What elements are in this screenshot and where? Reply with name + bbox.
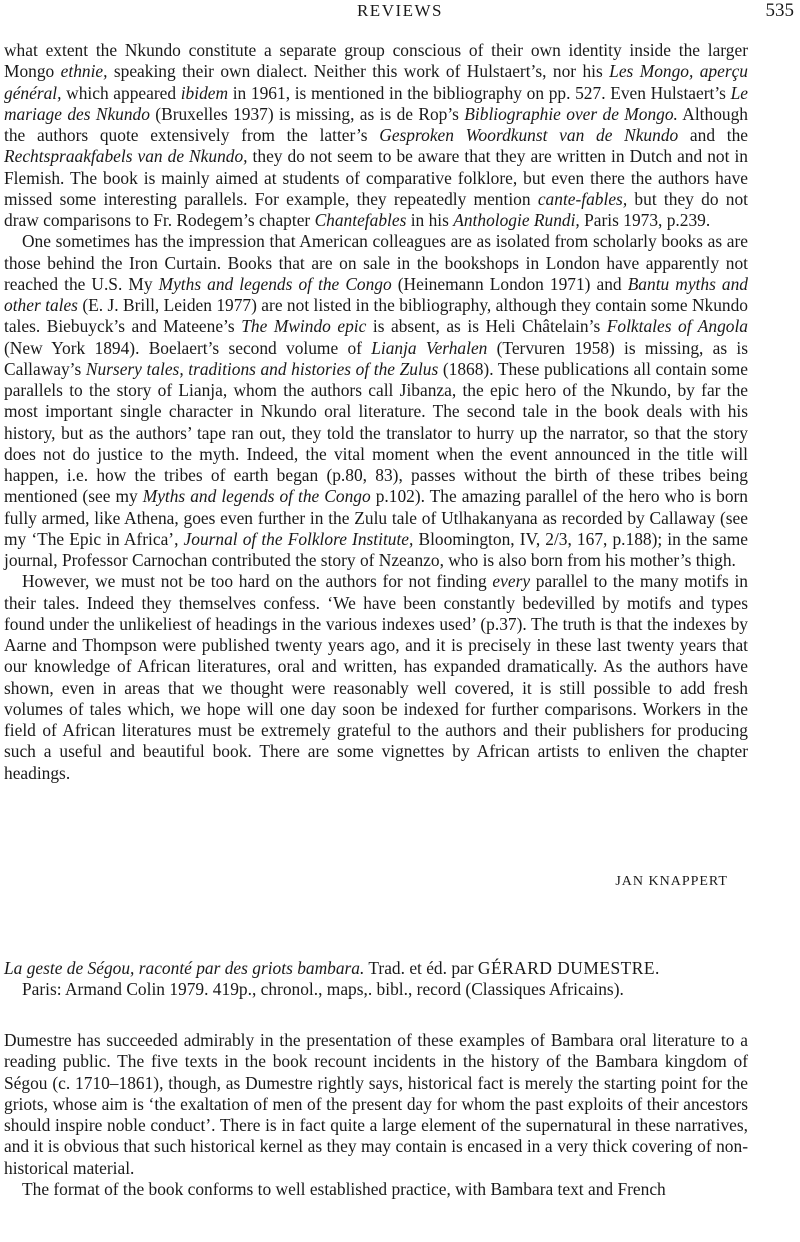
text-run: Although the authors quote extensively from the latter’s: [4, 103, 753, 145]
running-title: REVIEWS: [356, 1, 444, 20]
italic-run: Myths and legends of the Congo: [142, 486, 371, 507]
text-run: and the: [678, 125, 753, 145]
text-run: in 1961, is mentioned in the bibliography on pp. 527. Even Hulstaert’s: [228, 82, 731, 103]
italic-run: Les Mongo, aperçu général,: [4, 61, 753, 103]
italic-run: Rechtspraakfabels van de Nkundo,: [4, 146, 248, 167]
italic-run: cante-fables,: [537, 188, 628, 209]
italic-run: Chantefables: [314, 210, 407, 230]
paragraph: [4, 1030, 753, 1179]
italic-run: Anthologie Rundi,: [453, 210, 580, 230]
text-run: (Bruxelles 1937) is missing, as is de Rop’s: [149, 103, 465, 124]
text-run: (Heinemann London 1971) and: [391, 273, 628, 294]
italic-run: Bibliographie over de Mongo.: [464, 103, 678, 124]
text-run: Bloomington, IV, 2/3, 167, p.188); in the same journal, Professor Carnochan contributed the story of Nzeanzo, who is also born from his mother’s thigh.: [4, 528, 753, 570]
text-run: (Tervuren 1958) is missing, as is Callaway’s: [4, 337, 753, 379]
text-run: Paris 1973, p.239.: [579, 210, 711, 230]
text-run: (1868). These publications all contain some parallels to the story of Lianja, whom the authors call Jibanza, the epic hero of the Nkundo, by far the most important single character in Nkundo oral literature. The second tale in the book deals with his history, but as the authors’ tape ran out, they told the translator to hurry up the narrator, so that the story does not do justice to the myth. Indeed, the vital moment when the event announced in the title will happen, i.e. how the tribes of earth began (p.80, 83), passes without the birth of these tribes being mentioned (see my: [4, 358, 753, 507]
text-run: parallel to the many motifs in their tales. Indeed they themselves confess. ‘We have been constantly bedevilled by motifs and types found under the unlikeliest of headings in the various indexes used’ (p.37). The truth is that the indexes by Aarne and Thompson were published twenty years ago, and it is precisely in these last twenty years that our knowledge of African literatures, oral and written, has expanded dramatically. As the authors have shown, even in areas that we thought were reasonably well covered, it is still possible to add fresh volumes of tales which, we hope will one day soon be indexed for further comparisons. Workers in the field of African literatures must be extremely grateful to the authors and their publishers for producing such a useful and beautiful book. There are some vignettes by African artists to enliven the chapter headings.: [4, 571, 753, 783]
italic-run: Myths and legends of the Congo: [158, 273, 392, 294]
italic-run: Nursery tales, traditions and histories of the Zulus: [85, 358, 439, 379]
italic-run: Lianja Verhalen: [371, 337, 488, 358]
text-run: One sometimes has the impression that American colleagues are as isolated from scholarly books as are those behind the Iron Curtain. Books that are on sale in the bookshops in London have apparently not reached the U.S. My: [4, 231, 753, 294]
publication-details: Paris: Armand Colin 1979. 419p., chronol., maps,. bibl., record (Classiques Africains).: [22, 979, 624, 999]
text-run: in his: [406, 210, 454, 230]
text-run: what extent the Nkundo constitute a separate group conscious of their own identity inside the larger Mongo: [4, 40, 753, 82]
paragraph: [4, 40, 753, 231]
italic-run: ibidem: [180, 82, 229, 103]
paragraph: [4, 1179, 748, 1200]
text-run: is absent, as is Heli Châtelain’s: [366, 316, 607, 337]
book-title: La geste de Ségou, raconté par des griots bambara.: [4, 958, 365, 978]
text-run: but they do not draw comparisons to Fr. Rodegem’s chapter: [4, 188, 753, 230]
italic-run: every: [492, 571, 531, 592]
italic-run: Folktales of Angola: [606, 316, 749, 337]
text-run: speaking their own dialect. Neither this work of Hulstaert’s, nor his: [107, 61, 610, 82]
translator-note: Trad. et éd. par: [368, 958, 474, 978]
italic-run: Bantu myths and other tales: [4, 273, 753, 315]
text-run: However, we must not be too hard on the authors for not finding: [22, 571, 493, 592]
text-run: p.102). The amazing parallel of the hero who is born fully armed, like Athena, goes even further in the Zulu tale of Utlhakanyana as recorded by Callaway (see my ‘The Epic in Africa’,: [4, 486, 753, 549]
text-run: (E. J. Brill, Leiden 1977) are not listed in the bibliography, although they contain some Nkundo tales. Biebuyck’s and Mateene’s: [4, 295, 753, 337]
text-run: they do not seem to be aware that they are written in Dutch and not in Flemish. The book is mainly aimed at students of comparative folklore, but even there the authors have missed some interesting parallels. For example, they repeatedly mention: [4, 146, 753, 209]
italic-run: Gesproken Woordkunst van de Nkundo: [379, 125, 679, 145]
text-run: (New York 1894). Boelaert’s second volume of: [4, 316, 753, 358]
text-run: The format of the book conforms to well established practice, with Bambara text and French: [22, 1178, 666, 1199]
italic-run: Le mariage des Nkundo: [4, 82, 753, 124]
text-run: which appeared: [61, 82, 181, 103]
citation-line-1: [4, 958, 748, 979]
page-number: 535: [765, 0, 794, 21]
italic-run: Journal of the Folklore Institute,: [183, 528, 414, 549]
review-body-knappert: [4, 40, 753, 784]
editor-name: GÉRARD DUMESTRE.: [477, 958, 660, 978]
paragraph: [4, 231, 753, 571]
book-citation: [4, 958, 748, 1000]
review-body-segou: [4, 1030, 753, 1200]
page-header: [0, 0, 800, 24]
italic-run: The Mwindo epic: [241, 316, 367, 337]
italic-run: ethnie,: [60, 61, 108, 82]
reviewer-signature: JAN KNAPPERT: [615, 874, 728, 889]
text-run: Dumestre has succeeded admirably in the presentation of these examples of Bambara oral literature to a reading public. The five texts in the book recount incidents in the history of the Bambara kingdom of Ségou (c. 1710–1861), though, as Dumestre rightly says, historical fact is merely the starting point for the griots, whose aim is ‘the exaltation of men of the present day for whom the past exploits of their ancestors should inspire noble conduct’. There is in fact quite a large element of the supernatural in these narratives, and it is obvious that such historical kernel as they may contain is encased in a very thick covering of non-historical material.: [4, 1030, 753, 1178]
paragraph: [4, 571, 753, 784]
